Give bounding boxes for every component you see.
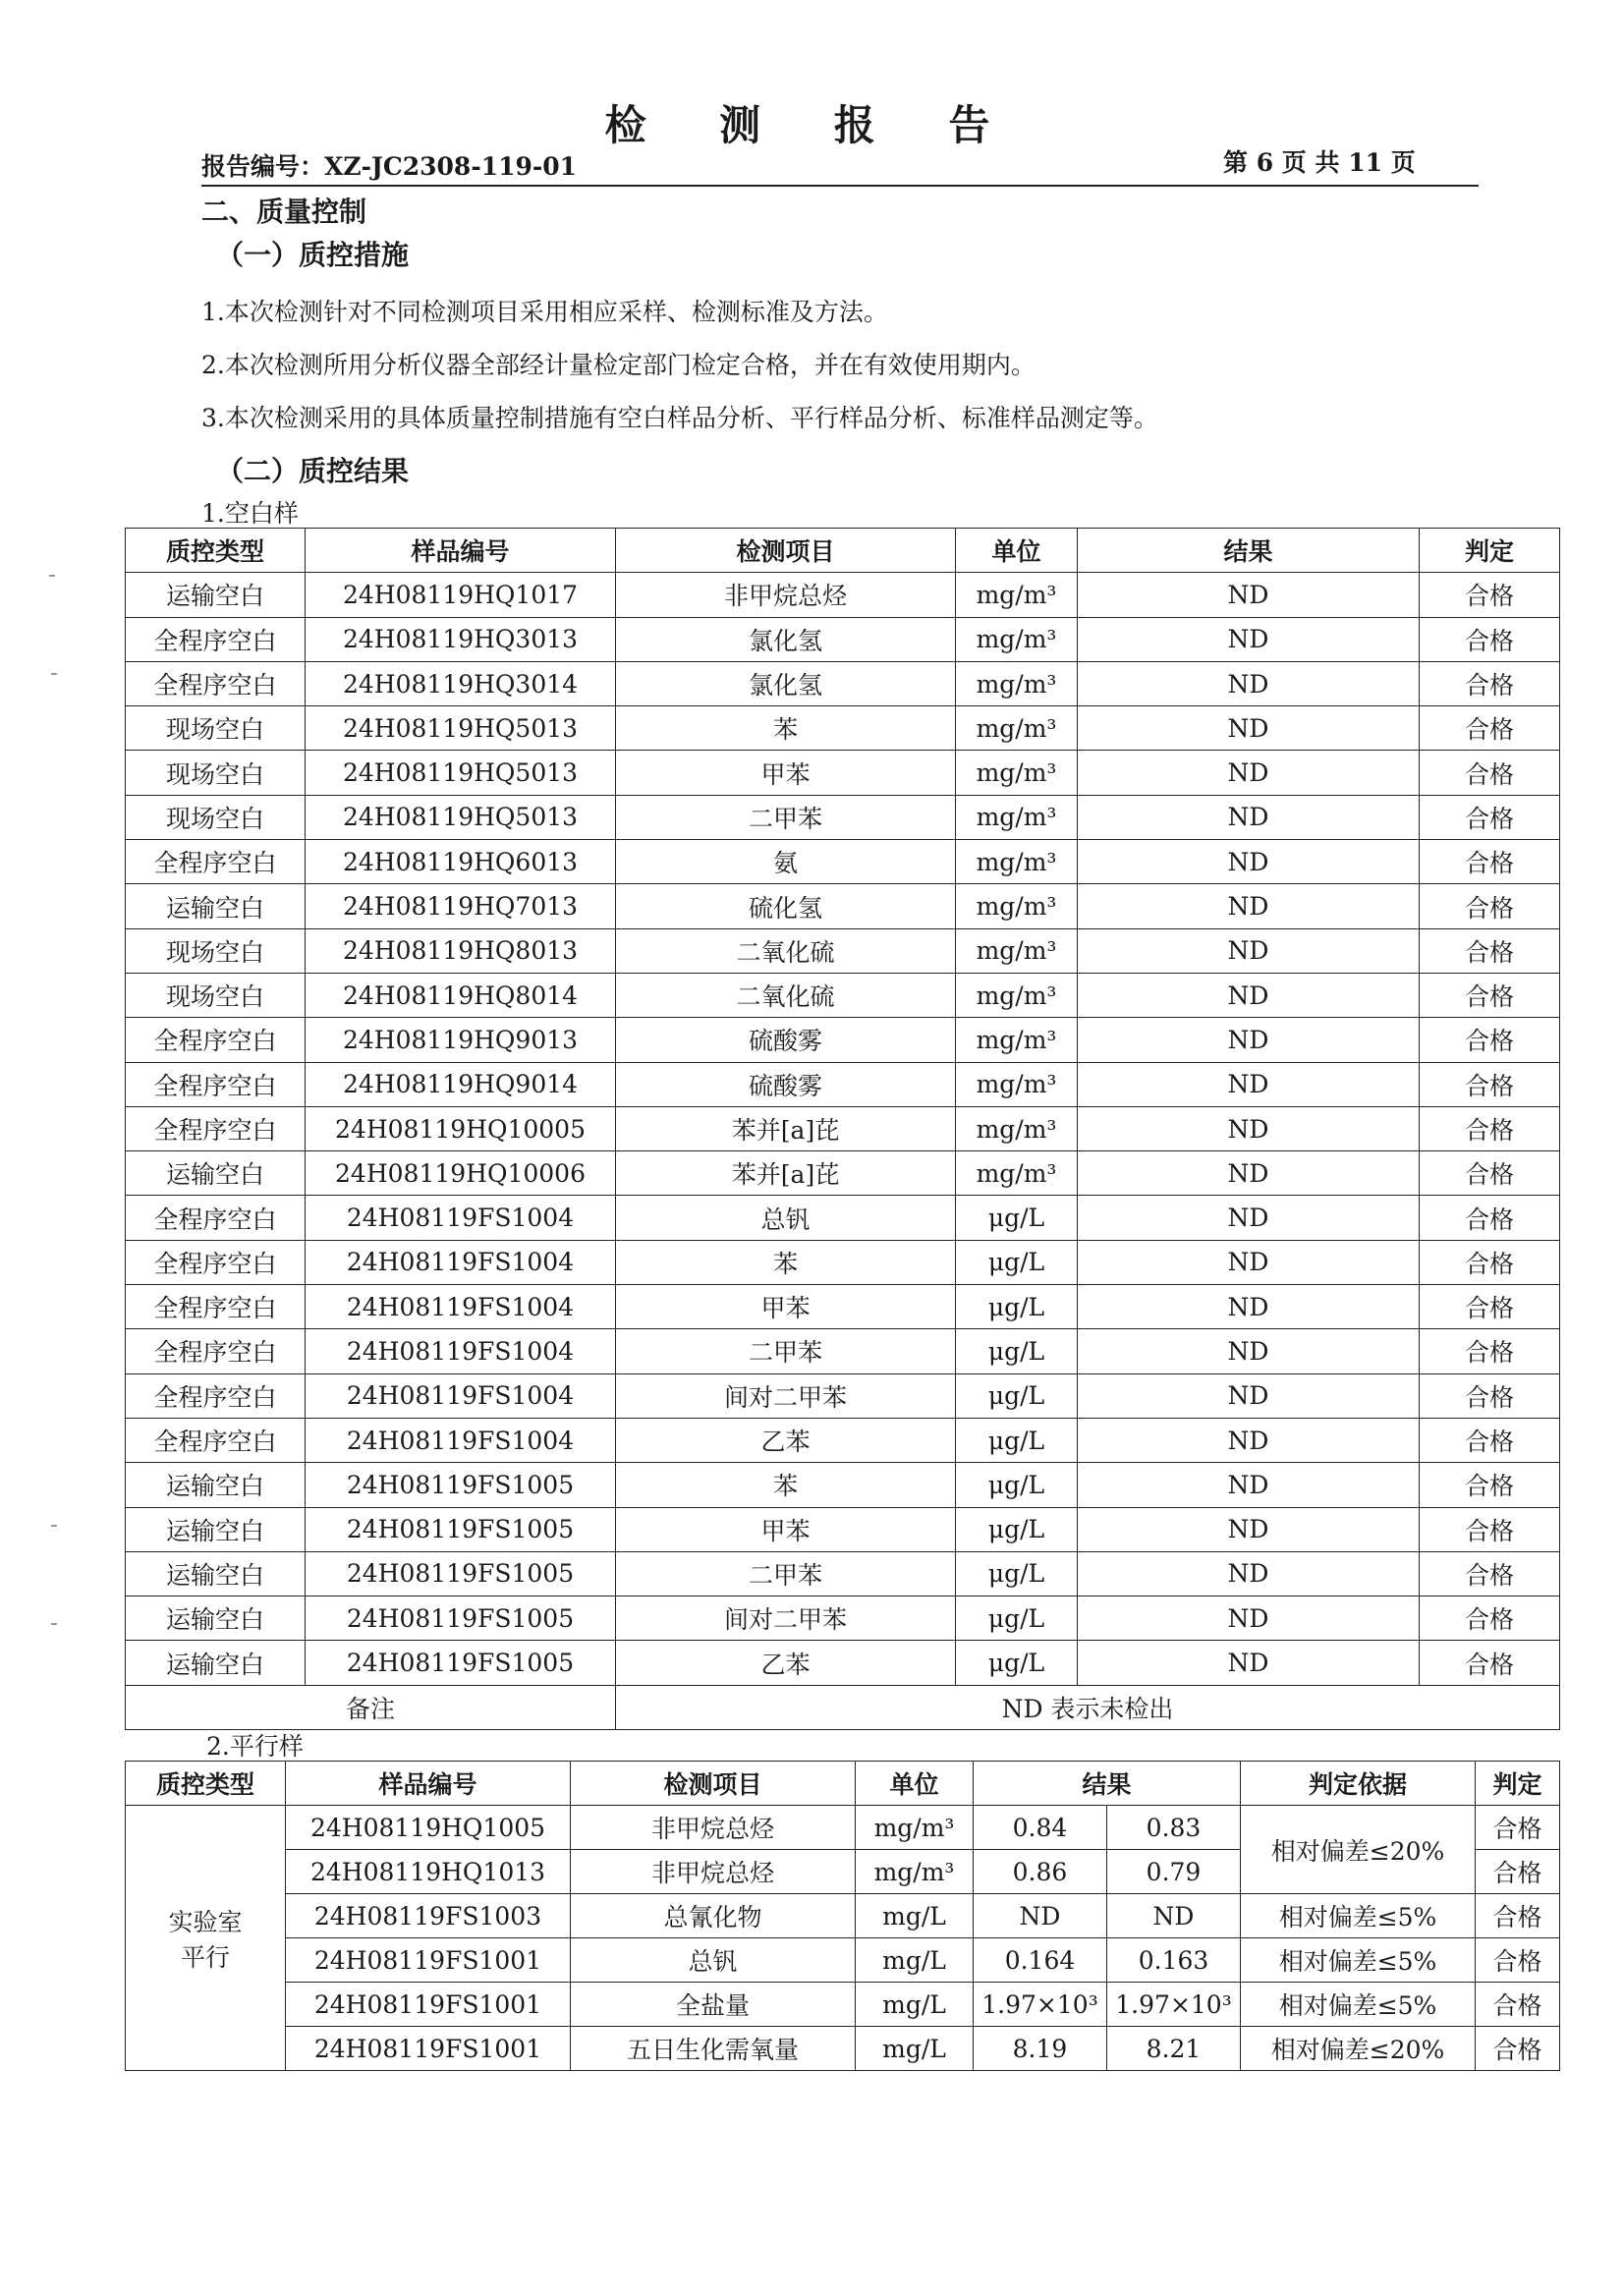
- sample-id-cell: 24H08119FS1005: [306, 1641, 616, 1685]
- unit-cell: mg/m³: [956, 1018, 1078, 1062]
- result-1-cell: 0.164: [974, 1938, 1107, 1983]
- verdict-cell: 合格: [1420, 840, 1560, 884]
- verdict-cell: 合格: [1420, 617, 1560, 661]
- sample-id-cell: 24H08119FS1001: [286, 2027, 571, 2071]
- verdict-cell: 合格: [1420, 795, 1560, 839]
- table-row: [126, 2027, 1560, 2071]
- header-cell: 结果: [1078, 529, 1420, 573]
- result-2-cell: 0.163: [1107, 1938, 1241, 1983]
- unit-cell: mg/L: [856, 2027, 974, 2071]
- qc-type-cell: 全程序空白: [126, 661, 306, 705]
- scan-speck: [51, 1623, 57, 1625]
- sample-id-cell: 24H08119HQ5013: [306, 795, 616, 839]
- header-cell: 检测项目: [571, 1762, 856, 1806]
- verdict-cell: 合格: [1420, 1285, 1560, 1329]
- unit-cell: mg/m³: [856, 1806, 974, 1850]
- table-row: [126, 617, 1560, 661]
- qc-type-cell: 现场空白: [126, 928, 306, 973]
- sample-id-cell: 24H08119HQ9013: [306, 1018, 616, 1062]
- qc-type-cell: 运输空白: [126, 1151, 306, 1196]
- qc-type-cell: 运输空白: [126, 1641, 306, 1685]
- item-cell: 二氧化硫: [616, 973, 956, 1017]
- verdict-cell: 合格: [1420, 1196, 1560, 1240]
- unit-cell: mg/m³: [956, 1151, 1078, 1196]
- unit-cell: mg/m³: [956, 884, 1078, 928]
- basis-cell: 相对偏差≤5%: [1241, 1894, 1476, 1938]
- unit-cell: μg/L: [956, 1418, 1078, 1462]
- result-cell: ND: [1078, 1507, 1420, 1551]
- header-cell: 质控类型: [126, 529, 306, 573]
- result-cell: ND: [1078, 1463, 1420, 1507]
- item-cell: 二甲苯: [616, 1551, 956, 1596]
- qc-type-cell: 运输空白: [126, 1463, 306, 1507]
- table-row: [126, 1240, 1560, 1284]
- item-cell: 间对二甲苯: [616, 1373, 956, 1418]
- qc-type-cell: 全程序空白: [126, 1106, 306, 1150]
- unit-cell: mg/m³: [956, 795, 1078, 839]
- sample-id-cell: 24H08119HQ5013: [306, 751, 616, 795]
- qc-type-cell: 全程序空白: [126, 1373, 306, 1418]
- table-row: [126, 1507, 1560, 1551]
- qc-type-line-2: 平行: [180, 1942, 230, 1972]
- sample-id-cell: 24H08119FS1003: [286, 1894, 571, 1938]
- unit-cell: μg/L: [956, 1507, 1078, 1551]
- verdict-cell: 合格: [1420, 1418, 1560, 1462]
- item-cell: 苯: [616, 706, 956, 751]
- item-cell: 苯: [616, 1240, 956, 1284]
- table-row: [126, 1285, 1560, 1329]
- result-cell: ND: [1078, 1418, 1420, 1462]
- qc-type-cell: 全程序空白: [126, 1329, 306, 1373]
- sample-id-cell: 24H08119HQ1005: [286, 1806, 571, 1850]
- qc-type-cell: 全程序空白: [126, 1285, 306, 1329]
- table-row: [126, 1463, 1560, 1507]
- result-1-cell: 8.19: [974, 2027, 1107, 2071]
- sample-id-cell: 24H08119FS1005: [306, 1507, 616, 1551]
- sample-id-cell: 24H08119FS1004: [306, 1285, 616, 1329]
- sample-id-cell: 24H08119HQ6013: [306, 840, 616, 884]
- result-1-cell: 1.97×10³: [974, 1983, 1107, 2027]
- table-header-row: [126, 1762, 1560, 1806]
- table-row: [126, 1106, 1560, 1150]
- table-row: [126, 840, 1560, 884]
- qc-type-cell: 现场空白: [126, 706, 306, 751]
- unit-cell: μg/L: [956, 1196, 1078, 1240]
- report-title: 检 测 报 告: [604, 101, 1020, 149]
- result-cell: ND: [1078, 706, 1420, 751]
- result-cell: ND: [1078, 573, 1420, 617]
- item-cell: 二甲苯: [616, 795, 956, 839]
- unit-cell: μg/L: [956, 1596, 1078, 1641]
- table-row: [126, 1551, 1560, 1596]
- result-2-cell: 0.79: [1107, 1850, 1241, 1894]
- basis-cell: 相对偏差≤5%: [1241, 1983, 1476, 2027]
- item-cell: 硫酸雾: [616, 1062, 956, 1106]
- result-2-cell: 1.97×10³: [1107, 1983, 1241, 2027]
- item-cell: 二甲苯: [616, 1329, 956, 1373]
- verdict-cell: 合格: [1420, 1551, 1560, 1596]
- qc-type-cell: 运输空白: [126, 573, 306, 617]
- header-divider: [201, 185, 1479, 187]
- sample-id-cell: 24H08119HQ10005: [306, 1106, 616, 1150]
- header-cell: 单位: [856, 1762, 974, 1806]
- table-row: [126, 1373, 1560, 1418]
- unit-cell: mg/m³: [956, 1106, 1078, 1150]
- table-row: [126, 1196, 1560, 1240]
- verdict-cell: 合格: [1420, 973, 1560, 1017]
- item-cell: 氯化氢: [616, 617, 956, 661]
- header-cell: 判定: [1420, 529, 1560, 573]
- result-cell: ND: [1078, 1062, 1420, 1106]
- unit-cell: μg/L: [956, 1285, 1078, 1329]
- sample-id-cell: 24H08119HQ5013: [306, 706, 616, 751]
- verdict-cell: 合格: [1476, 1806, 1560, 1850]
- verdict-cell: 合格: [1420, 1240, 1560, 1284]
- verdict-cell: 合格: [1420, 1596, 1560, 1641]
- qc-type-cell: 运输空白: [126, 1596, 306, 1641]
- verdict-cell: 合格: [1420, 661, 1560, 705]
- table-row: [126, 1641, 1560, 1685]
- unit-cell: mg/L: [856, 1894, 974, 1938]
- blank-sample-label: 1.空白样: [201, 499, 299, 528]
- remark-row: [126, 1685, 1560, 1729]
- verdict-cell: 合格: [1420, 1463, 1560, 1507]
- blank-sample-table: [125, 528, 1560, 1730]
- qc-type-cell: 运输空白: [126, 1551, 306, 1596]
- measures-heading: （一）质控措施: [216, 239, 410, 271]
- result-2-cell: 8.21: [1107, 2027, 1241, 2071]
- verdict-cell: 合格: [1420, 1641, 1560, 1685]
- remark-label: 备注: [126, 1685, 616, 1729]
- unit-cell: mg/m³: [956, 661, 1078, 705]
- item-cell: 氨: [616, 840, 956, 884]
- unit-cell: mg/L: [856, 1938, 974, 1983]
- table-row: [126, 1151, 1560, 1196]
- sample-id-cell: 24H08119FS1005: [306, 1596, 616, 1641]
- header-cell: 质控类型: [126, 1762, 286, 1806]
- qc-type-cell: 运输空白: [126, 884, 306, 928]
- measure-item-3: 3.本次检测采用的具体质量控制措施有空白样品分析、平行样品分析、标准样品测定等。: [201, 404, 1158, 432]
- unit-cell: μg/L: [956, 1373, 1078, 1418]
- header-cell: 判定依据: [1241, 1762, 1476, 1806]
- result-cell: ND: [1078, 1196, 1420, 1240]
- parallel-sample-table: [125, 1761, 1560, 2071]
- result-cell: ND: [1078, 751, 1420, 795]
- basis-cell: 相对偏差≤5%: [1241, 1938, 1476, 1983]
- result-cell: ND: [1078, 1240, 1420, 1284]
- report-number: 报告编号：XZ-JC2308-119-01: [201, 152, 578, 181]
- sample-id-cell: 24H08119HQ9014: [306, 1062, 616, 1106]
- verdict-cell: 合格: [1420, 1018, 1560, 1062]
- item-cell: 乙苯: [616, 1641, 956, 1685]
- qc-type-cell: 全程序空白: [126, 617, 306, 661]
- qc-type-cell: 全程序空白: [126, 1018, 306, 1062]
- verdict-cell: 合格: [1476, 2027, 1560, 2071]
- table-row: [126, 661, 1560, 705]
- verdict-cell: 合格: [1420, 1329, 1560, 1373]
- sample-id-cell: 24H08119FS1004: [306, 1240, 616, 1284]
- table-row: [126, 706, 1560, 751]
- unit-cell: μg/L: [956, 1463, 1078, 1507]
- unit-cell: mg/m³: [956, 973, 1078, 1017]
- verdict-cell: 合格: [1420, 751, 1560, 795]
- header-cell: 样品编号: [286, 1762, 571, 1806]
- table-row: [126, 1938, 1560, 1983]
- verdict-cell: 合格: [1476, 1850, 1560, 1894]
- table-row: [126, 795, 1560, 839]
- unit-cell: mg/m³: [956, 706, 1078, 751]
- item-cell: 间对二甲苯: [616, 1596, 956, 1641]
- page-number: 第 6 页 共 11 页: [1223, 148, 1416, 177]
- measure-item-2: 2.本次检测所用分析仪器全部经计量检定部门检定合格，并在有效使用期内。: [201, 351, 1036, 379]
- unit-cell: mg/m³: [856, 1850, 974, 1894]
- table-row: [126, 884, 1560, 928]
- result-cell: ND: [1078, 617, 1420, 661]
- verdict-cell: 合格: [1420, 706, 1560, 751]
- result-cell: ND: [1078, 1151, 1420, 1196]
- item-cell: 苯并[a]芘: [616, 1151, 956, 1196]
- table-row: [126, 573, 1560, 617]
- verdict-cell: 合格: [1476, 1983, 1560, 2027]
- item-cell: 二氧化硫: [616, 928, 956, 973]
- item-cell: 硫酸雾: [616, 1018, 956, 1062]
- table-row: [126, 1329, 1560, 1373]
- result-cell: ND: [1078, 1018, 1420, 1062]
- item-cell: 总钒: [571, 1938, 856, 1983]
- result-2-cell: ND: [1107, 1894, 1241, 1938]
- item-cell: 苯并[a]芘: [616, 1106, 956, 1150]
- qc-type-cell: 全程序空白: [126, 1418, 306, 1462]
- verdict-cell: 合格: [1420, 928, 1560, 973]
- scan-speck: [51, 1525, 57, 1527]
- table-row: [126, 751, 1560, 795]
- sample-id-cell: 24H08119HQ1017: [306, 573, 616, 617]
- result-cell: ND: [1078, 1596, 1420, 1641]
- parallel-sample-label: 2.平行样: [206, 1732, 304, 1761]
- result-cell: ND: [1078, 1551, 1420, 1596]
- table-row: [126, 1596, 1560, 1641]
- result-cell: ND: [1078, 1106, 1420, 1150]
- item-cell: 甲苯: [616, 751, 956, 795]
- unit-cell: μg/L: [956, 1551, 1078, 1596]
- table-row: [126, 973, 1560, 1017]
- item-cell: 氯化氢: [616, 661, 956, 705]
- header-cell: 判定: [1476, 1762, 1560, 1806]
- item-cell: 全盐量: [571, 1983, 856, 2027]
- sample-id-cell: 24H08119HQ10006: [306, 1151, 616, 1196]
- item-cell: 硫化氢: [616, 884, 956, 928]
- result-1-cell: 0.84: [974, 1806, 1107, 1850]
- sample-id-cell: 24H08119FS1004: [306, 1196, 616, 1240]
- scan-speck: [51, 673, 57, 675]
- sample-id-cell: 24H08119FS1005: [306, 1463, 616, 1507]
- item-cell: 非甲烷总烃: [571, 1850, 856, 1894]
- sample-id-cell: 24H08119FS1004: [306, 1329, 616, 1373]
- result-cell: ND: [1078, 884, 1420, 928]
- item-cell: 五日生化需氧量: [571, 2027, 856, 2071]
- sample-id-cell: 24H08119FS1004: [306, 1373, 616, 1418]
- verdict-cell: 合格: [1420, 1507, 1560, 1551]
- table-row: [126, 928, 1560, 973]
- table-row: [126, 1418, 1560, 1462]
- qc-type-cell: 运输空白: [126, 1507, 306, 1551]
- sample-id-cell: 24H08119HQ8014: [306, 973, 616, 1017]
- result-cell: ND: [1078, 1641, 1420, 1685]
- verdict-cell: 合格: [1420, 884, 1560, 928]
- sample-id-cell: 24H08119FS1004: [306, 1418, 616, 1462]
- basis-cell: 相对偏差≤20%: [1241, 2027, 1476, 2071]
- unit-cell: mg/m³: [956, 928, 1078, 973]
- verdict-cell: 合格: [1420, 1373, 1560, 1418]
- table-row: [126, 1806, 1560, 1850]
- qc-type-cell: 现场空白: [126, 973, 306, 1017]
- item-cell: 乙苯: [616, 1418, 956, 1462]
- qc-type-cell: 全程序空白: [126, 1240, 306, 1284]
- result-2-cell: 0.83: [1107, 1806, 1241, 1850]
- result-cell: ND: [1078, 1329, 1420, 1373]
- verdict-cell: 合格: [1476, 1894, 1560, 1938]
- result-cell: ND: [1078, 973, 1420, 1017]
- verdict-cell: 合格: [1476, 1938, 1560, 1983]
- header-cell: 单位: [956, 529, 1078, 573]
- results-heading: （二）质控结果: [216, 455, 410, 487]
- table-row: [126, 1894, 1560, 1938]
- unit-cell: mg/m³: [956, 617, 1078, 661]
- unit-cell: mg/m³: [956, 840, 1078, 884]
- item-cell: 非甲烷总烃: [571, 1806, 856, 1850]
- unit-cell: mg/m³: [956, 751, 1078, 795]
- qc-type-cell: 全程序空白: [126, 840, 306, 884]
- result-cell: ND: [1078, 1285, 1420, 1329]
- result-cell: ND: [1078, 928, 1420, 973]
- item-cell: 甲苯: [616, 1507, 956, 1551]
- result-1-cell: 0.86: [974, 1850, 1107, 1894]
- item-cell: 苯: [616, 1463, 956, 1507]
- basis-cell: 相对偏差≤20%: [1241, 1806, 1476, 1894]
- section-heading: 二、质量控制: [201, 196, 367, 228]
- sample-id-cell: 24H08119HQ1013: [286, 1850, 571, 1894]
- unit-cell: mg/L: [856, 1983, 974, 2027]
- table-row: [126, 1062, 1560, 1106]
- result-cell: ND: [1078, 661, 1420, 705]
- result-cell: ND: [1078, 795, 1420, 839]
- remark-text: ND 表示未检出: [616, 1685, 1560, 1729]
- unit-cell: mg/m³: [956, 1062, 1078, 1106]
- item-cell: 总氰化物: [571, 1894, 856, 1938]
- sample-id-cell: 24H08119HQ7013: [306, 884, 616, 928]
- unit-cell: μg/L: [956, 1329, 1078, 1373]
- unit-cell: mg/m³: [956, 573, 1078, 617]
- table-row: [126, 1018, 1560, 1062]
- table-header-row: [126, 529, 1560, 573]
- header-cell: 结果: [974, 1762, 1241, 1806]
- verdict-cell: 合格: [1420, 1151, 1560, 1196]
- sample-id-cell: 24H08119HQ3013: [306, 617, 616, 661]
- qc-type-cell: 全程序空白: [126, 1062, 306, 1106]
- sample-id-cell: 24H08119FS1001: [286, 1983, 571, 2027]
- result-cell: ND: [1078, 840, 1420, 884]
- qc-type-cell: 全程序空白: [126, 1196, 306, 1240]
- header-cell: 样品编号: [306, 529, 616, 573]
- sample-id-cell: 24H08119HQ8013: [306, 928, 616, 973]
- sample-id-cell: 24H08119HQ3014: [306, 661, 616, 705]
- measure-item-1: 1.本次检测针对不同检测项目采用相应采样、检测标准及方法。: [201, 298, 888, 326]
- sample-id-cell: 24H08119FS1001: [286, 1938, 571, 1983]
- qc-type-cell: [126, 1806, 286, 2071]
- item-cell: 非甲烷总烃: [616, 573, 956, 617]
- qc-type-line-1: 实验室: [168, 1907, 243, 1936]
- sample-id-cell: 24H08119FS1005: [306, 1551, 616, 1596]
- verdict-cell: 合格: [1420, 573, 1560, 617]
- result-cell: ND: [1078, 1373, 1420, 1418]
- item-cell: 甲苯: [616, 1285, 956, 1329]
- item-cell: 总钒: [616, 1196, 956, 1240]
- result-1-cell: ND: [974, 1894, 1107, 1938]
- verdict-cell: 合格: [1420, 1106, 1560, 1150]
- table-row: [126, 1983, 1560, 2027]
- scan-speck: [49, 575, 55, 577]
- qc-type-cell: 现场空白: [126, 751, 306, 795]
- header-cell: 检测项目: [616, 529, 956, 573]
- qc-type-cell: 现场空白: [126, 795, 306, 839]
- unit-cell: μg/L: [956, 1240, 1078, 1284]
- verdict-cell: 合格: [1420, 1062, 1560, 1106]
- unit-cell: μg/L: [956, 1641, 1078, 1685]
